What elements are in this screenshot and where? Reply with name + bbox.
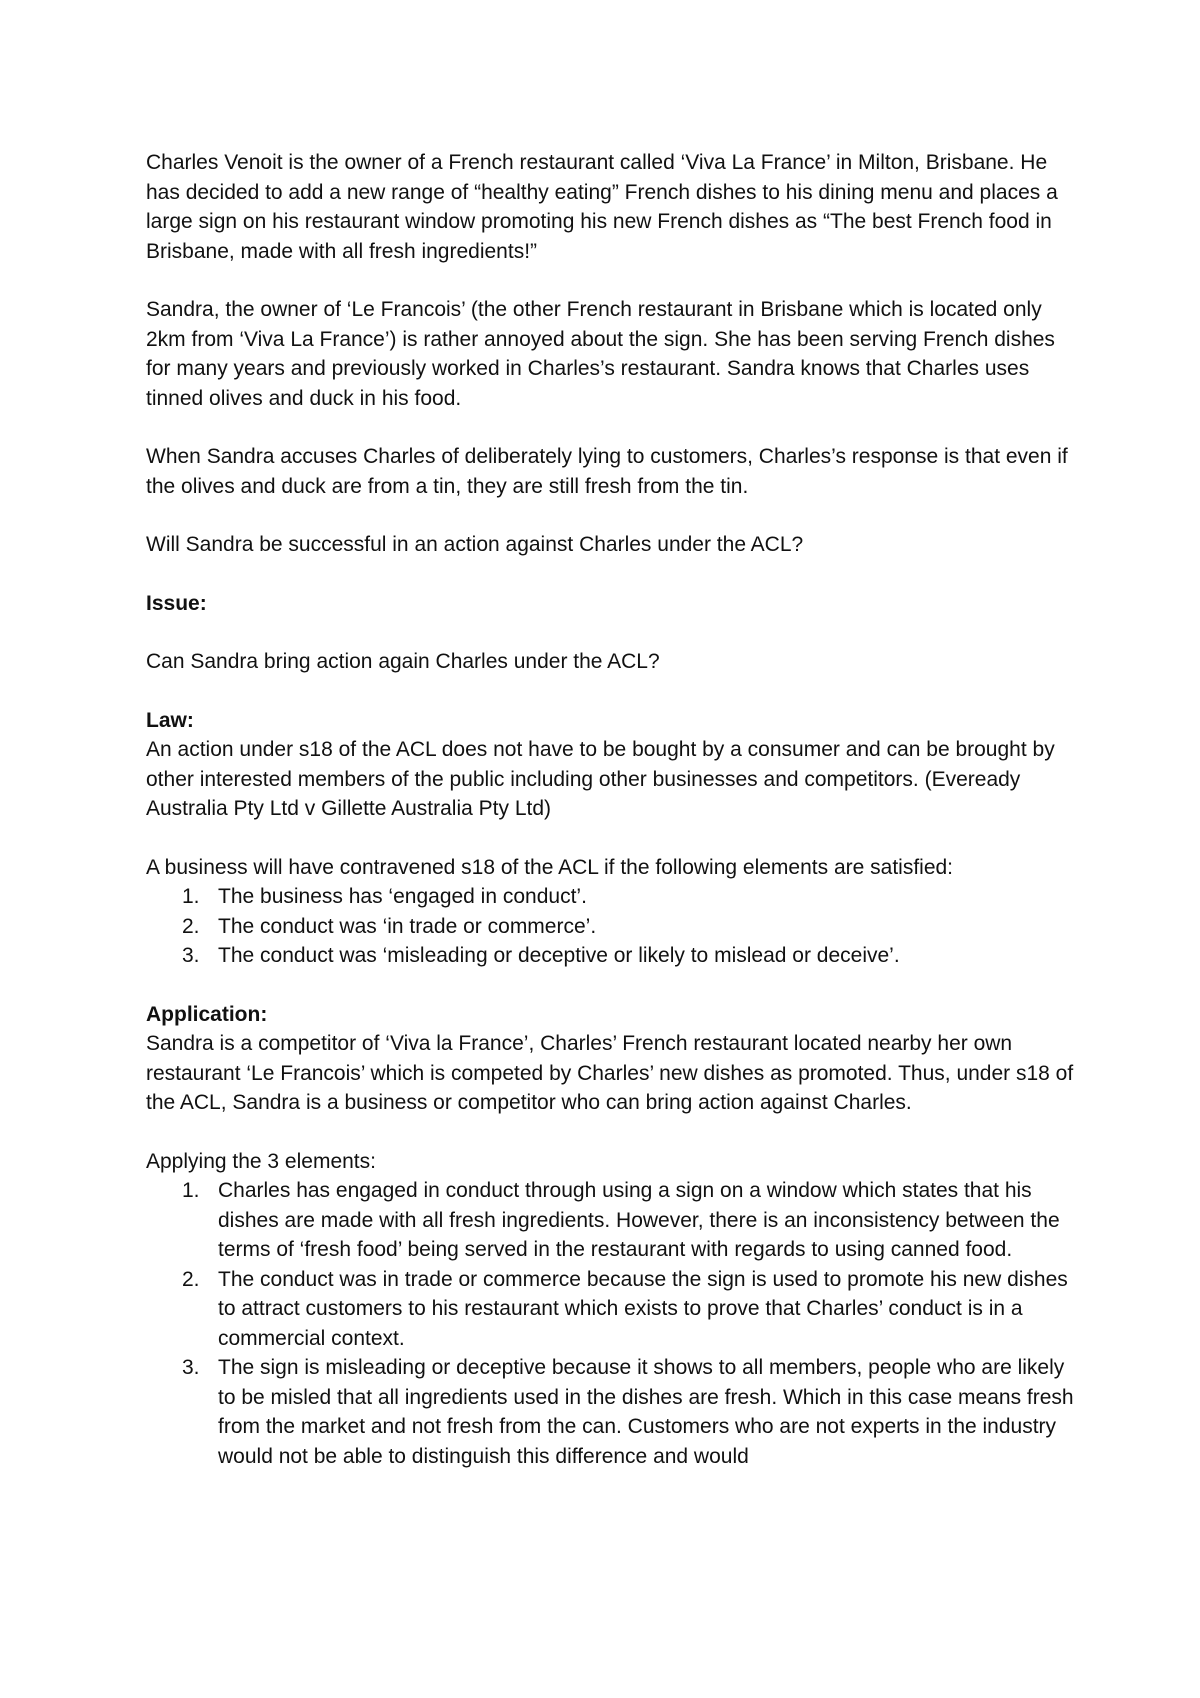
list-item-number: 2. <box>182 914 200 938</box>
elements-list <box>146 882 1076 971</box>
application-heading: Application: <box>146 1002 268 1026</box>
law-heading: Law: <box>146 708 194 732</box>
elements-intro: A business will have contravened s18 of the ACL if the following elements are satisfied: <box>146 855 954 879</box>
list-item <box>146 1353 1076 1471</box>
list-item-number: 1. <box>182 1179 200 1202</box>
intro-paragraph-2: Sandra, the owner of ‘Le Francois’ (the other French restaurant in Brisbane which is located only 2km from ‘Viva La France’) is rather annoyed about the sign. She has been serving French dishes for many years and previously worked in Charles’s restaurant. Sandra knows that Charles uses tinned olives and duck in his food. <box>146 298 1055 410</box>
list-item-text: Charles has engaged in conduct through using a sign on a window which states that his dishes are made with all fresh ingredients. However, there is an inconsistency between the terms of ‘fresh food’ being served in the restaurant with regards to using canned food. <box>218 1179 1060 1261</box>
issue-heading: Issue: <box>146 591 207 615</box>
list-item <box>146 882 1076 912</box>
list-item-number: 2. <box>182 1267 200 1291</box>
list-item-text: The business has ‘engaged in conduct’. <box>218 885 587 908</box>
list-item-number: 1. <box>182 885 200 908</box>
list-item-text: The sign is misleading or deceptive because it shows to all members, people who are likely to be misled that all ingredients used in the dishes are fresh. Which in this case means fresh from the market and not fresh from the can. Customers who are not experts in the industry would not be able to distinguish this difference and would <box>218 1356 1074 1468</box>
intro-paragraph-1: Charles Venoit is the owner of a French restaurant called ‘Viva La France’ in Milton, Brisbane. He has decided to add a new range of “healthy eating” French dishes to his dining menu and places a large sign on his restaurant window promoting his new French dishes as “The best French food in Brisbane, made with all fresh ingredients!” <box>146 151 1058 263</box>
list-item <box>146 1176 1076 1265</box>
document-body <box>146 148 1076 1471</box>
intro-paragraph-3: When Sandra accuses Charles of deliberately lying to customers, Charles’s response is that even if the olives and duck are from a tin, they are still fresh from the tin. <box>146 445 1068 498</box>
list-item-text: The conduct was ‘misleading or deceptive or likely to mislead or deceive’. <box>218 944 900 967</box>
applying-intro: Applying the 3 elements: <box>146 1149 376 1173</box>
application-list <box>146 1176 1076 1471</box>
list-item <box>146 941 1076 971</box>
issue-text: Can Sandra bring action again Charles under the ACL? <box>146 650 660 673</box>
list-item-text: The conduct was in trade or commerce because the sign is used to promote his new dishes to attract customers to his restaurant which exists to prove that Charles’ conduct is in a commercial context. <box>218 1267 1068 1350</box>
list-item <box>146 912 1076 942</box>
list-item-text: The conduct was ‘in trade or commerce’. <box>218 914 597 938</box>
application-text: Sandra is a competitor of ‘Viva la France’, Charles’ French restaurant located nearby her own restaurant ‘Le Francois’ which is competed by Charles’ new dishes as promoted. Thus, under s18 of the ACL, Sandra is a business or competitor who can bring action against Charles. <box>146 1032 1074 1114</box>
list-item-number: 3. <box>182 944 200 967</box>
list-item-number: 3. <box>182 1356 200 1379</box>
question-paragraph: Will Sandra be successful in an action against Charles under the ACL? <box>146 533 804 556</box>
list-item <box>146 1265 1076 1354</box>
law-text: An action under s18 of the ACL does not have to be bought by a consumer and can be brought by other interested members of the public including other businesses and competitors. (Eveready Australia Pty Ltd v Gillette Australia Pty Ltd) <box>146 738 1055 820</box>
